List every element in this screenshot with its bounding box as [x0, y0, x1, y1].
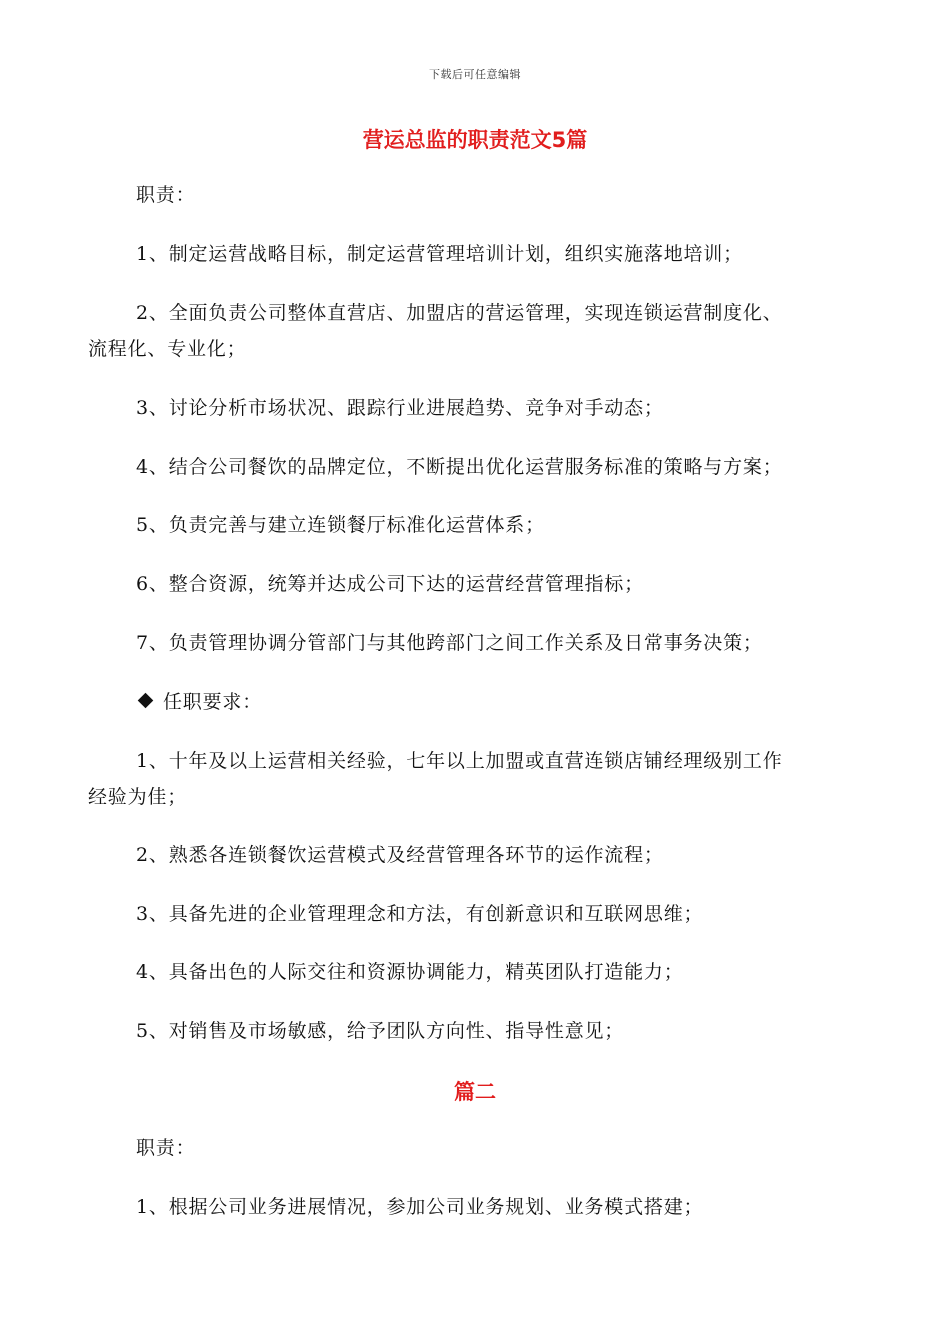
duty-item-1: 1、制定运营战略目标，制定运营管理培训计划，组织实施落地培训； [136, 243, 743, 265]
requirement-item-1-continued: 经验为佳； [88, 786, 188, 808]
duty-item-7: 7、负责管理协调分管部门与其他跨部门之间工作关系及日常事务决策； [136, 632, 763, 654]
duty-item-6: 6、整合资源，统筹并达成公司下达的运营经营管理指标； [136, 573, 644, 595]
requirements-heading [136, 685, 262, 719]
requirements-label: 任职要求： [163, 691, 263, 713]
duty-label: 职责： [136, 184, 196, 206]
diamond-bullet-icon [138, 693, 154, 709]
section-two-duty-item-1: 1、根据公司业务进展情况，参加公司业务规划、业务模式搭建； [136, 1196, 704, 1218]
duty-item-2-continued: 流程化、专业化； [88, 338, 247, 360]
header-note: 下载后可任意编辑 [429, 68, 521, 81]
requirement-item-4: 4、具备出色的人际交往和资源协调能力，精英团队打造能力； [136, 961, 684, 983]
section-two-duty-label: 职责： [136, 1137, 196, 1159]
requirement-item-2: 2、熟悉各连锁餐饮运营模式及经营管理各环节的运作流程； [136, 844, 664, 866]
duty-item-3: 3、讨论分析市场状况、跟踪行业进展趋势、竞争对手动态； [136, 397, 664, 419]
document-title: 营运总监的职责范文5篇 [362, 128, 588, 152]
duty-item-2: 2、全面负责公司整体直营店、加盟店的营运管理，实现连锁运营制度化、 [136, 302, 783, 324]
duty-item-4: 4、结合公司餐饮的品牌定位，不断提出优化运营服务标准的策略与方案； [136, 456, 783, 478]
section-two-title: 篇二 [454, 1080, 496, 1104]
duty-item-5: 5、负责完善与建立连锁餐厅标准化运营体系； [136, 514, 545, 536]
requirement-item-5: 5、对销售及市场敏感，给予团队方向性、指导性意见； [136, 1020, 625, 1042]
requirement-item-3: 3、具备先进的企业管理理念和方法，有创新意识和互联网思维； [136, 903, 704, 925]
requirement-item-1: 1、十年及以上运营相关经验，七年以上加盟或直营连锁店铺经理级别工作 [136, 750, 783, 772]
